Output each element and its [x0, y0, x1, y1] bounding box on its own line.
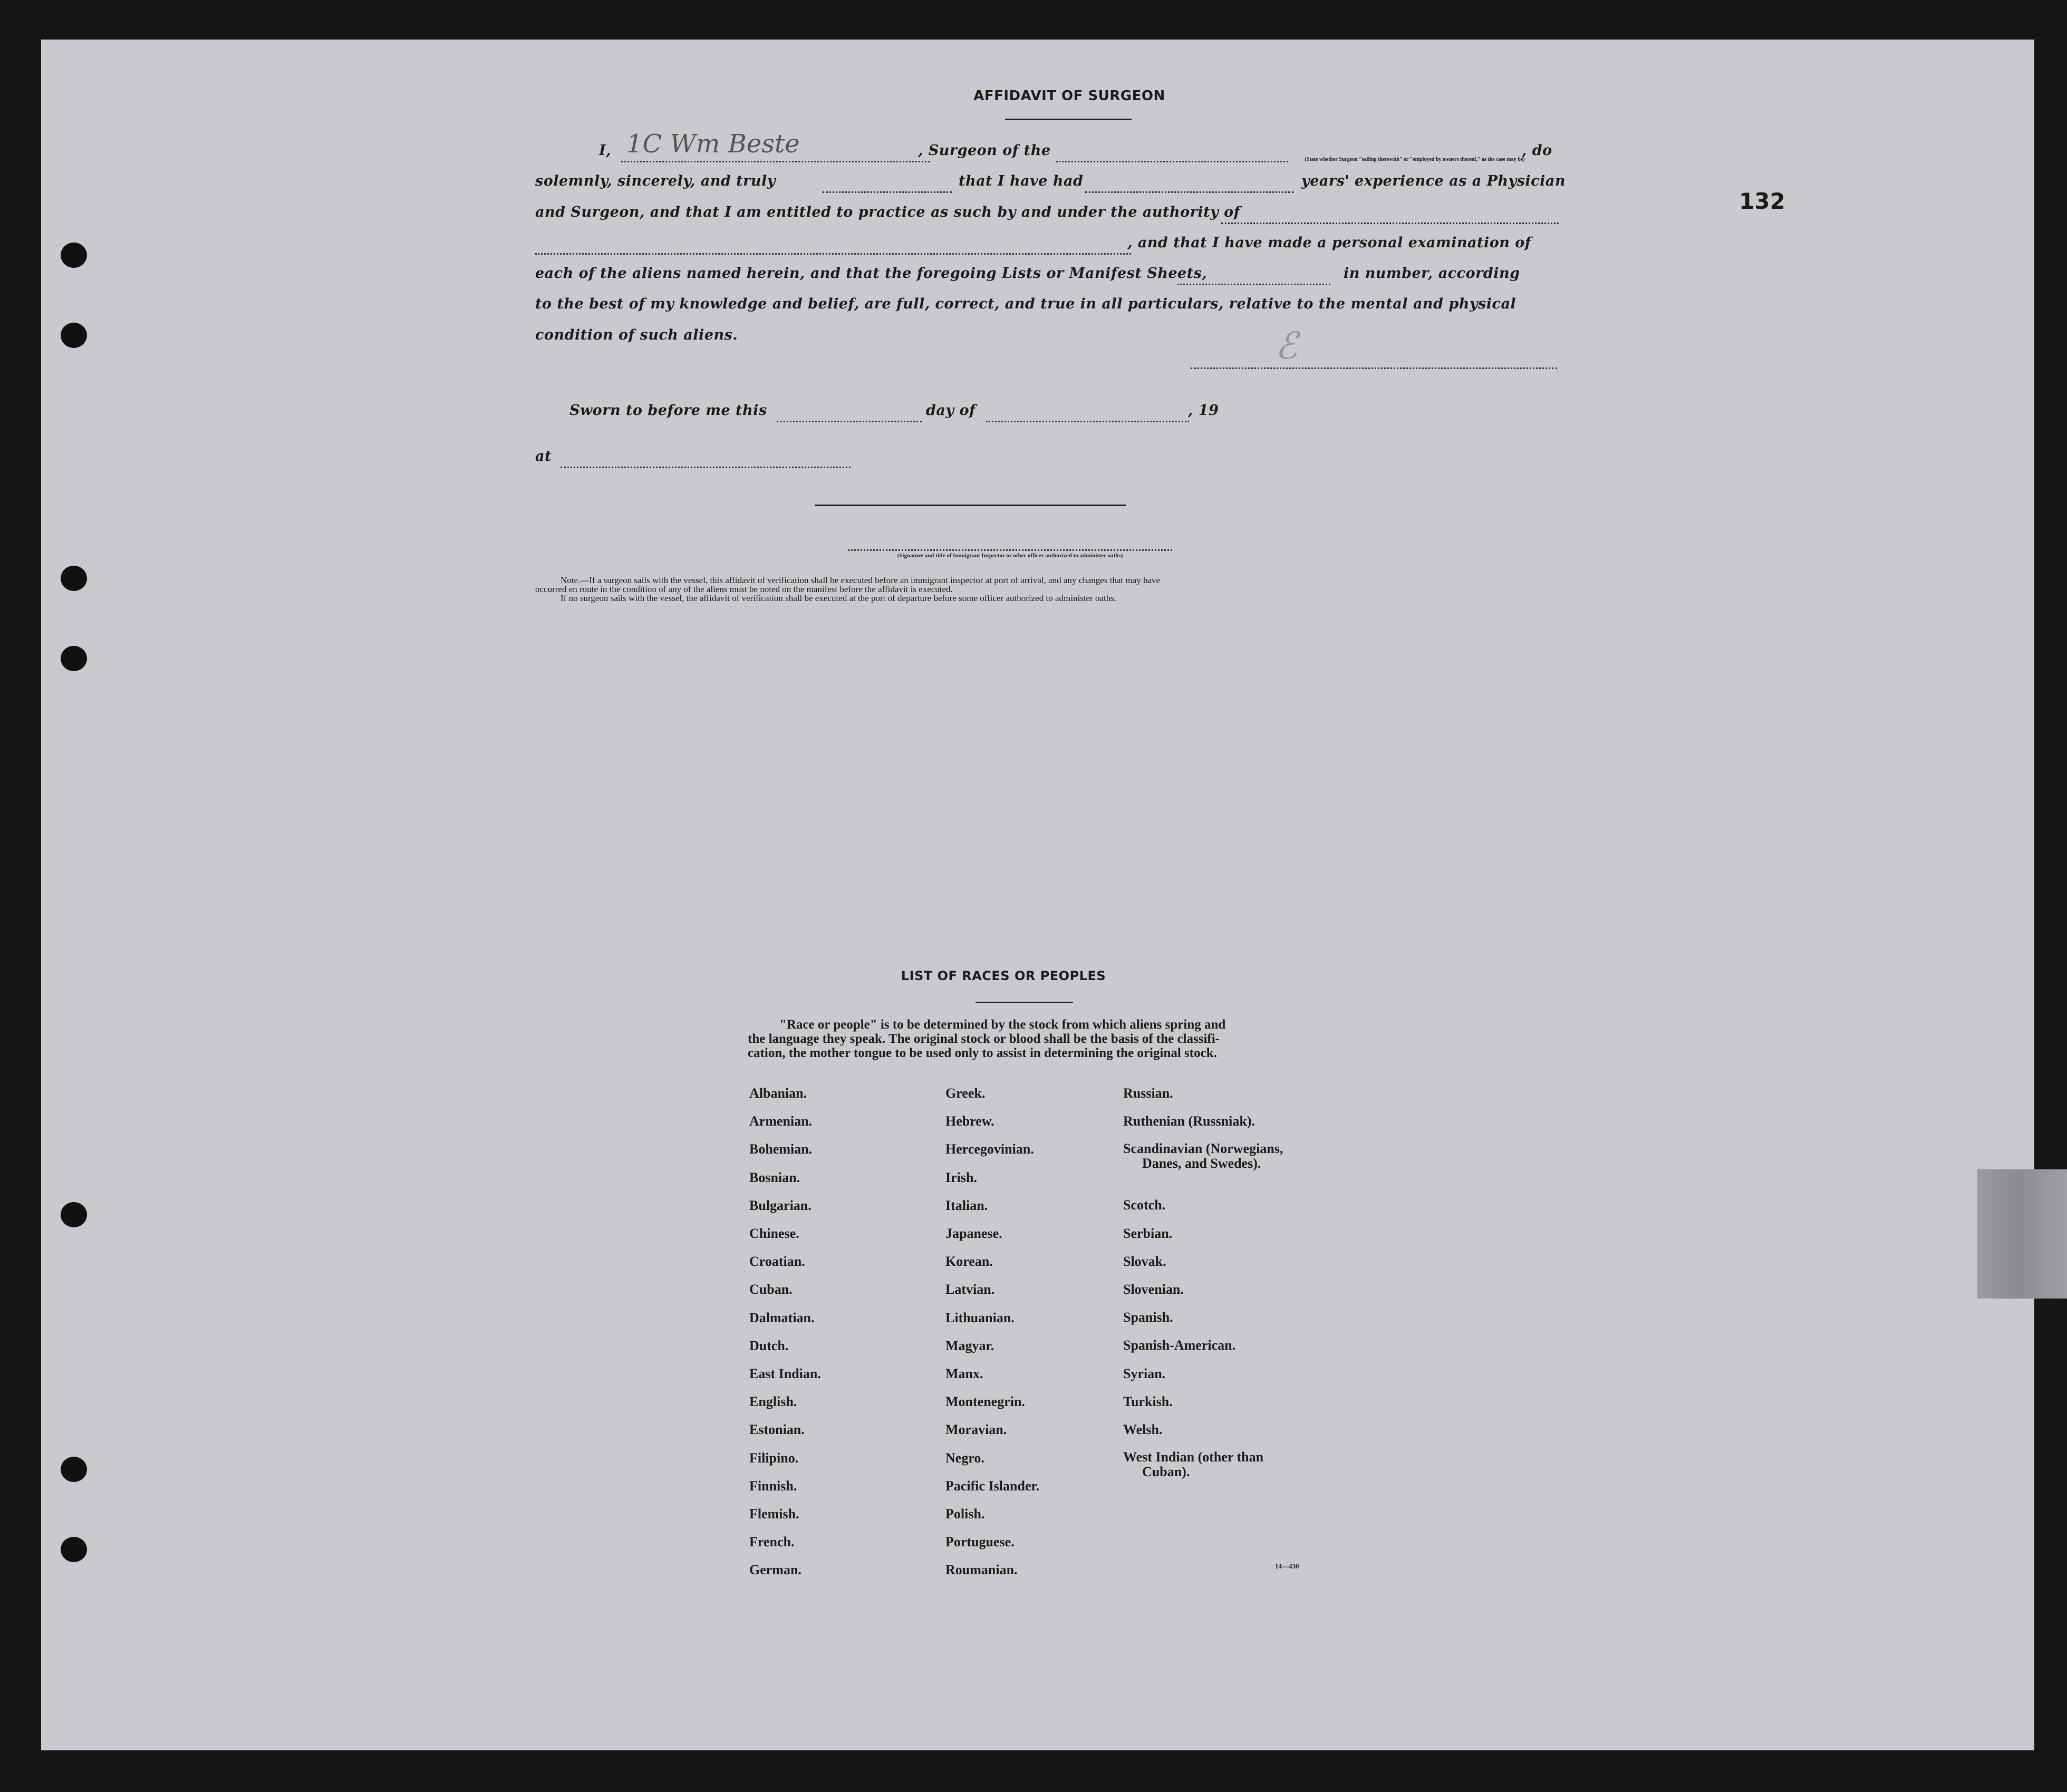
binder-hole [61, 323, 87, 348]
race-item: Syrian. [1123, 1365, 1166, 1381]
affidavit-line1-surgeon: , Surgeon of the [918, 142, 1051, 159]
race-item: Turkish. [1123, 1393, 1173, 1409]
swear-field [823, 191, 952, 193]
affidavit-line2-b: that I have had [959, 173, 1084, 189]
race-item: Hercegovinian. [945, 1141, 1034, 1157]
race-item: Negro. [945, 1450, 984, 1466]
race-item: Roumanian. [945, 1562, 1018, 1578]
races-col-2 [945, 1079, 1039, 1584]
race-item: Chinese. [749, 1226, 799, 1242]
race-item: West Indian (other than [1123, 1449, 1264, 1465]
page-number: 132 [1739, 188, 1785, 214]
form-code: 14—430 [1275, 1562, 1299, 1570]
affidavit-line7: condition of such aliens. [535, 327, 738, 343]
affidavit-line4: , and that I have made a personal examination of [1127, 235, 1531, 251]
affidavit-line6: to the best of my knowledge and belief, are full, correct, and true in all particulars, relative to the mental and physical [535, 296, 1517, 312]
race-item: Pacific Islander. [945, 1478, 1040, 1494]
affidavit-line1-do: , do [1522, 142, 1552, 159]
signature-caption: (Signature and title of Immigrant Inspector or other officer authorized to administer oaths) [897, 553, 1123, 559]
race-item: Scandinavian (Norwegians, [1123, 1141, 1283, 1157]
signature-mark: ℰ [1275, 324, 1298, 367]
sworn-a: Sworn to before me this [569, 402, 767, 419]
race-item: Magyar. [945, 1338, 994, 1353]
inspector-signature-line [815, 505, 1126, 506]
surgeon-status-note: (State whether Surgeon "sailing therewith" or "employed by owners thereof," as the case may be) [1305, 157, 1525, 162]
race-item: Manx. [945, 1366, 983, 1382]
race-item: Latvian. [945, 1282, 995, 1297]
race-item: Dutch. [749, 1338, 789, 1353]
binder-hole [61, 243, 87, 268]
race-item: Italian. [945, 1197, 988, 1213]
race-item: Ruthenian (Russniak). [1123, 1113, 1255, 1129]
race-item: Danes, and Swedes). [1142, 1156, 1261, 1171]
race-item: Moravian. [945, 1422, 1007, 1438]
race-item: Flemish. [749, 1506, 799, 1522]
sworn-b: day of [926, 402, 976, 419]
race-item: Korean. [945, 1254, 993, 1270]
race-item: Japanese. [945, 1226, 1002, 1242]
race-item: Albanian. [749, 1086, 807, 1101]
authority-field [1221, 222, 1559, 224]
race-item: Finnish. [749, 1478, 797, 1494]
affidavit-line2-a: solemnly, sincerely, and truly [535, 173, 776, 189]
affidavit-note [535, 576, 1160, 603]
sworn-c: , 19 [1188, 402, 1219, 419]
at-label: at [535, 448, 552, 464]
race-item: Slovenian. [1123, 1282, 1184, 1297]
race-item: East Indian. [749, 1366, 821, 1382]
binder-hole [61, 1457, 87, 1482]
race-item: Russian. [1123, 1086, 1173, 1101]
sworn-day-field [777, 421, 922, 422]
sheets-count-field [1177, 284, 1330, 285]
handwritten-name: 1C Wm Beste [626, 129, 800, 159]
race-item: Bulgarian. [749, 1197, 812, 1213]
binder-hole [61, 1537, 87, 1562]
surgeon-name-field [621, 161, 930, 162]
race-item: Filipino. [749, 1450, 799, 1466]
affidavit-title: AFFIDAVIT OF SURGEON [973, 88, 1165, 104]
affidavit-line3: and Surgeon, and that I am entitled to practice as such by and under the authority of [535, 204, 1240, 220]
race-item: Polish. [945, 1506, 985, 1522]
affidavit-line1-i: I, [599, 142, 612, 159]
races-intro [748, 1018, 1225, 1060]
race-item: Serbian. [1123, 1225, 1173, 1241]
race-item: Scotch. [1123, 1197, 1166, 1213]
at-field [561, 467, 851, 468]
binder-hole [61, 646, 87, 671]
affidavit-line5-b: in number, according [1344, 265, 1520, 282]
race-item: Spanish. [1123, 1310, 1173, 1325]
race-item: Welsh. [1123, 1422, 1163, 1438]
race-item: German. [749, 1562, 801, 1578]
race-item: Montenegrin. [945, 1394, 1025, 1410]
race-item: Bohemian. [749, 1141, 813, 1157]
races-col-3 [1123, 1079, 1283, 1479]
race-item: Lithuanian. [945, 1310, 1015, 1325]
binder-hole [61, 1202, 87, 1227]
race-item: Hebrew. [945, 1113, 994, 1129]
intro-line: "Race or people" is to be determined by the stock from which aliens spring and [779, 1018, 1226, 1032]
race-item: Irish. [945, 1169, 977, 1185]
intro-line: the language they speak. The original stock or blood shall be the basis of the classifi- [748, 1032, 1220, 1046]
inspector-title-line [848, 549, 1172, 551]
race-item: Portuguese. [945, 1534, 1015, 1550]
note-line: If no surgeon sails with the vessel, the affidavit of verification shall be executed at the port of departure before some officer authorized to administer oaths. [561, 593, 1117, 603]
races-title-rule [975, 1002, 1073, 1003]
race-item: Bosnian. [749, 1169, 800, 1185]
document-page [41, 40, 2034, 1750]
sworn-month-field [986, 421, 1189, 422]
race-item: Slovak. [1123, 1253, 1166, 1269]
tape-strip [1977, 1169, 2067, 1299]
note-line: Note.—If a surgeon sails with the vessel, this affidavit of verification shall be executed before an immigrant inspector at port of arrival, and any changes that may have [561, 575, 1161, 585]
binder-hole [61, 566, 87, 591]
intro-line: cation, the mother tongue to be used only to assist in determining the original stock. [748, 1046, 1217, 1060]
race-item: English. [749, 1394, 797, 1410]
race-item: Estonian. [749, 1422, 805, 1438]
race-item: Cuban. [749, 1282, 793, 1297]
vessel-field [1056, 161, 1288, 162]
years-field [1085, 191, 1293, 193]
race-item: Croatian. [749, 1254, 805, 1270]
race-item: Greek. [945, 1086, 986, 1101]
title-rule [1005, 119, 1132, 120]
races-col-1 [749, 1079, 821, 1584]
race-item: Dalmatian. [749, 1310, 815, 1325]
race-item: French. [749, 1534, 795, 1550]
race-item: Armenian. [749, 1113, 813, 1129]
affidavit-line5-a: each of the aliens named herein, and that the foregoing Lists or Manifest Sheets, [535, 265, 1208, 282]
affidavit-line2-c: years' experience as a Physician [1301, 173, 1566, 189]
note-line: occurred en route in the condition of any of the aliens must be noted on the manifest before the affidavit is executed. [535, 584, 953, 594]
authority-field-cont [535, 253, 1131, 255]
race-item: Cuban). [1142, 1464, 1190, 1480]
surgeon-signature-field [1191, 367, 1557, 369]
races-title: LIST OF RACES OR PEOPLES [901, 968, 1106, 983]
race-item: Spanish-American. [1123, 1338, 1236, 1353]
